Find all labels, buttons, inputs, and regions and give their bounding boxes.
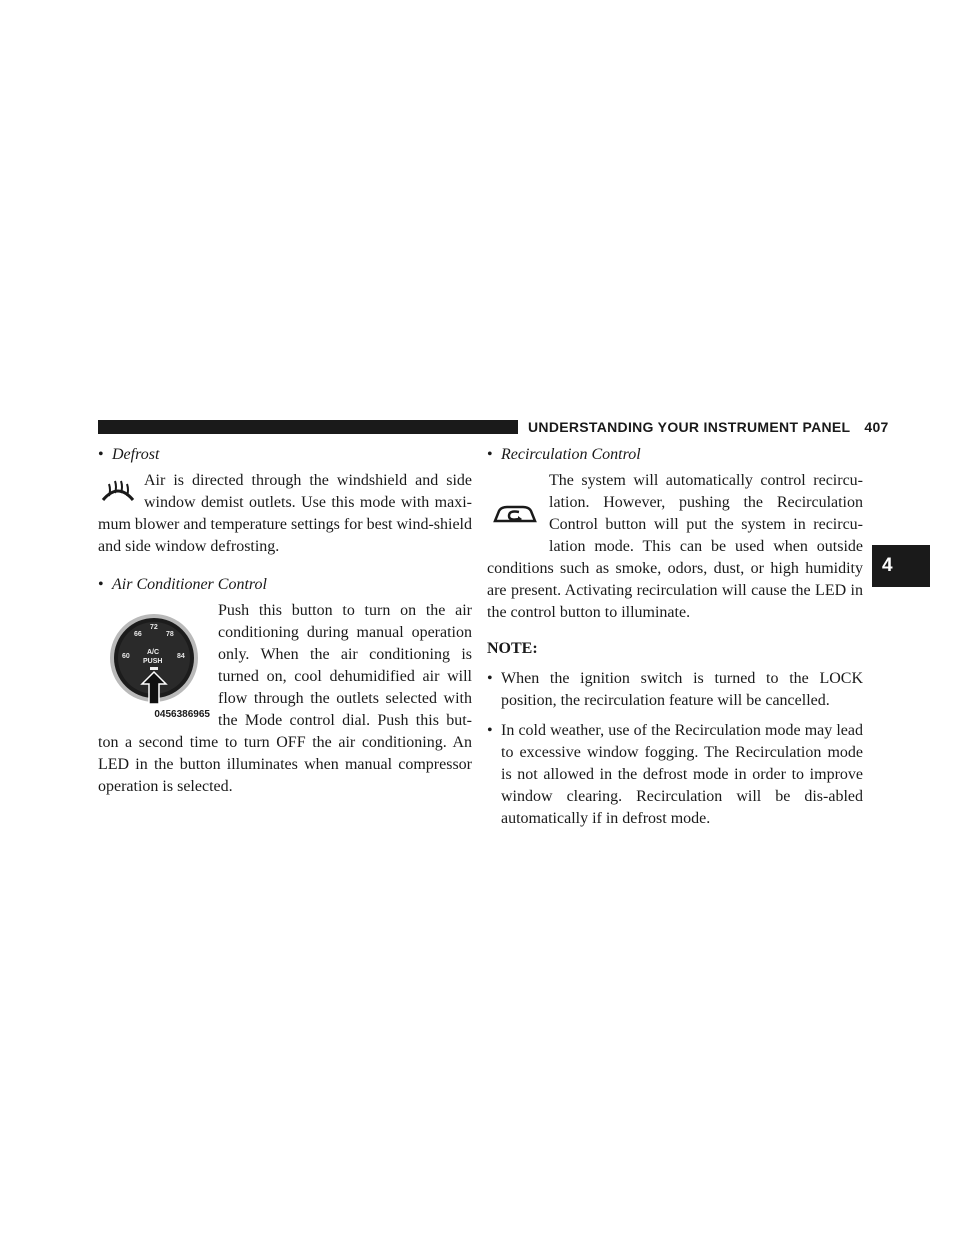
running-header [528,419,889,435]
image-caption: 0456386965 [154,709,210,720]
dial-label-60: 60 [122,653,130,660]
recirc-section [487,470,863,624]
defrost-body: Air is directed through the windshield and side window demist outlets. Use this mode with maxi-mum blower and temperature settings for best wind-shield and side window defrosting. [98,472,472,555]
dial-label-78: 78 [166,631,174,638]
defrost-icon [98,474,138,512]
header-bar [98,420,518,434]
ac-body: Push this button to turn on the air conditioning during manual operation only. When the air conditioning is turned on, cool dehumidified air will flow through the outlets selected with the Mode control dial. Push this but-ton a second time to turn OFF the air conditioning. An LED in the button illuminates when manual compressor operation is selected. [98,602,472,795]
defrost-section [98,470,472,558]
ac-dial-image [98,606,210,706]
dial-label-84: 84 [177,653,185,660]
note-heading: NOTE: [487,640,538,657]
dial-label-72: 72 [150,624,158,631]
bullet: • [98,446,104,463]
ac-dial-figure [98,606,210,718]
page-number: 407 [864,419,889,435]
recirc-heading: • Recirculation Control [487,444,863,466]
ac-section [98,600,472,798]
bullet: • [98,576,104,593]
dial-label-ac: A/C [147,649,160,656]
note-item: • In cold weather, use of the Recirculation mode may lead to excessive window fogging. The Recirculation mode is not allowed in the defrost mode in order to improve window clearing. Recirculation will be dis-abled automatically if in defrost mode. [487,720,863,830]
bullet: • [487,670,493,687]
chapter-tab: 4 [872,545,930,587]
note-item: • When the ignition switch is turned to the LOCK position, the recirculation feature will be cancelled. [487,668,863,712]
recirc-body: The system will automatically control recircu-lation. However, pushing the Recirculation Control button will put the system in recircu-lation mode. This can be used when outside conditions such as smoke, odors, dust, or high humidity are present. Activating recirculation will cause the LED in the control button to illuminate. [487,472,863,621]
defrost-heading: • Defrost [98,444,472,466]
dial-label-66: 66 [134,631,142,638]
right-column [487,440,863,830]
dial-label-push: PUSH [143,658,163,665]
recirculation-icon [487,484,543,544]
section-title: UNDERSTANDING YOUR INSTRUMENT PANEL [528,419,851,435]
left-column [98,440,472,798]
bullet: • [487,722,493,739]
bullet: • [487,446,493,463]
ac-heading: • Air Conditioner Control [98,574,472,596]
